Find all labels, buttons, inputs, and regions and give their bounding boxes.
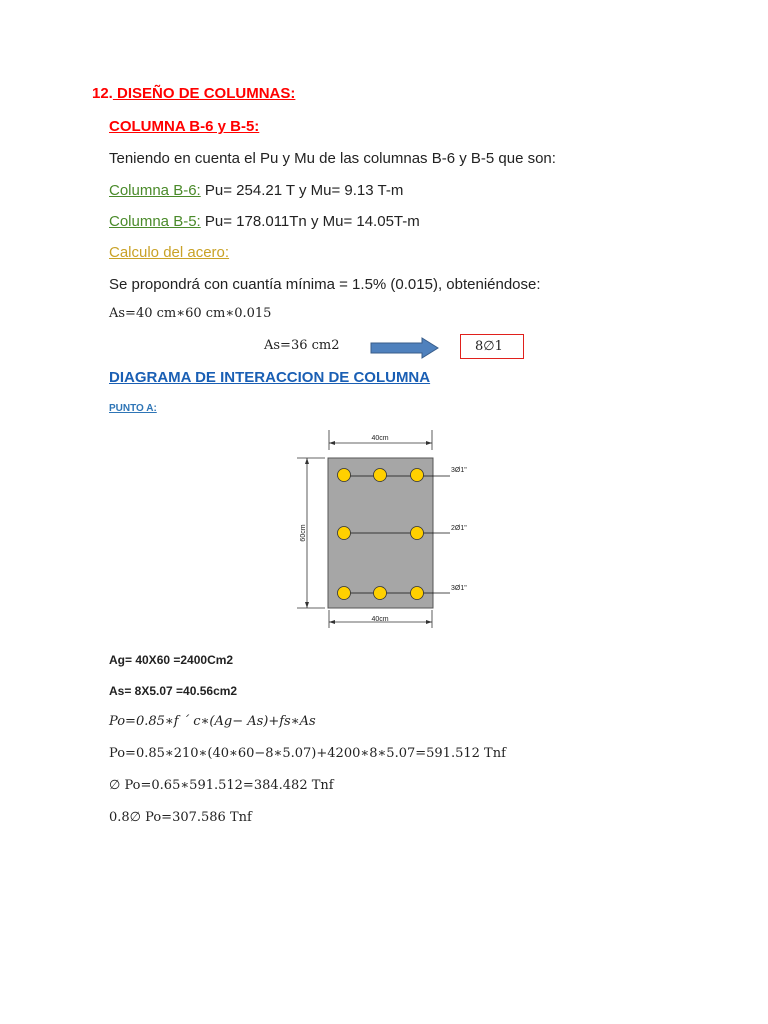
column-b5-label: Columna B-5: <box>109 213 201 230</box>
po-formula: Po=0.85∗f ´ c∗(Ag− As)+fs∗As <box>109 714 316 729</box>
bars-box: 8∅1 <box>460 334 524 359</box>
as-result: As=36 cm2 <box>264 338 340 353</box>
punto-label: PUNTO A: <box>109 403 157 414</box>
row2-bar-label: 2Ø1" <box>451 525 467 532</box>
rebar-circle <box>411 527 424 540</box>
bottom-dim-label: 40cm <box>371 616 389 623</box>
top-dim-label: 40cm <box>371 435 389 442</box>
column-b5-line <box>109 213 420 230</box>
ag-line: Ag= 40X60 =2400Cm2 <box>109 653 234 667</box>
column-section-figure <box>295 428 495 628</box>
rebar-circle <box>338 587 351 600</box>
subheading: COLUMNA B-6 y B-5: <box>109 118 260 135</box>
phi-po-08: 0.8∅ Po=307.586 Tnf <box>109 810 252 825</box>
diagram-title: DIAGRAMA DE INTERACCION DE COLUMNA <box>109 369 431 386</box>
arrow-icon <box>370 337 440 359</box>
po-values: Po=0.85∗210∗(40∗60−8∗5.07)+4200∗8∗5.07=591.512 Tnf <box>109 746 506 761</box>
section-title: DISEÑO DE COLUMNAS: <box>112 85 296 102</box>
rebar-circle <box>374 587 387 600</box>
as-area-line: As= 8X5.07 =40.56cm2 <box>109 684 238 698</box>
side-dim-label: 60cm <box>300 524 307 542</box>
column-b6-line <box>109 182 403 199</box>
rebar-circle <box>338 527 351 540</box>
section-number: 12. <box>92 85 113 102</box>
calc-label: Calculo del acero: <box>109 244 230 261</box>
column-b5-values: Pu= 178.011Tn y Mu= 14.05T-m <box>200 213 420 230</box>
rebar-circle <box>374 469 387 482</box>
column-b6-label: Columna B-6: <box>109 182 201 199</box>
rebar-circle <box>338 469 351 482</box>
section-heading <box>92 85 295 102</box>
as-formula: As=40 cm∗60 cm∗0.015 <box>109 306 272 321</box>
phi-po: ∅ Po=0.65∗591.512=384.482 Tnf <box>109 778 334 793</box>
column-b6-values: Pu= 254.21 T y Mu= 9.13 T-m <box>200 182 404 199</box>
row1-bar-label: 3Ø1" <box>451 467 467 474</box>
rebar-circle <box>411 469 424 482</box>
rebar-circle <box>411 587 424 600</box>
row3-bar-label: 3Ø1" <box>451 585 467 592</box>
cuantia-text: Se propondrá con cuantía mínima = 1.5% (0.015), obteniéndose: <box>109 276 541 293</box>
intro-text: Teniendo en cuenta el Pu y Mu de las columnas B-6 y B-5 que son: <box>109 150 556 167</box>
